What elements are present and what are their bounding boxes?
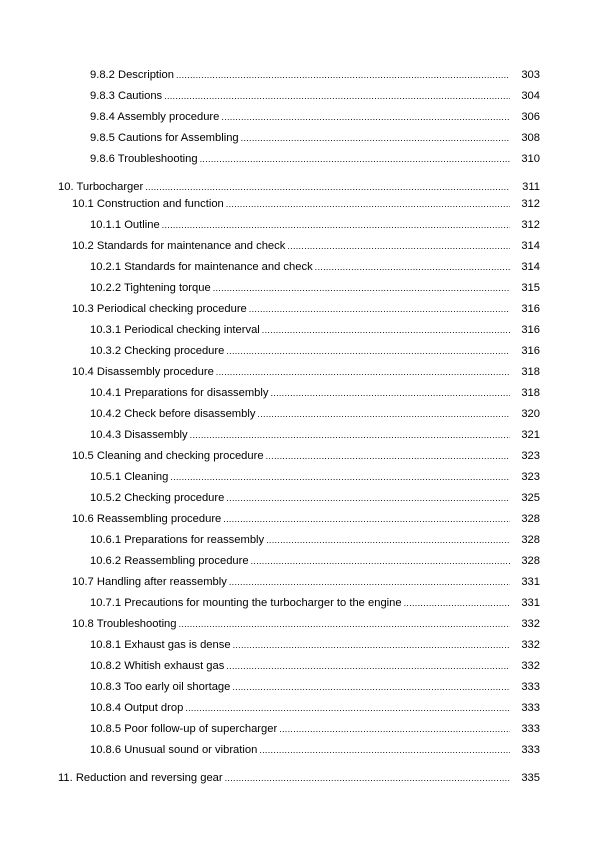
toc-entry-number: 10.5 [72, 450, 94, 462]
toc-page-number: 325 [521, 492, 540, 504]
toc-page-number: 304 [521, 90, 540, 102]
toc-entry[interactable] [90, 470, 540, 484]
toc-entry[interactable] [90, 260, 540, 274]
toc-entry[interactable] [90, 110, 540, 124]
toc-entry-label [90, 386, 268, 400]
toc-entry-label [90, 554, 249, 568]
toc-entry[interactable] [90, 323, 540, 337]
toc-entry-title: Unusual sound or vibration [124, 744, 258, 756]
toc-entry[interactable] [90, 554, 540, 568]
toc-entry-number: 10.8.4 [90, 702, 122, 714]
toc-entry-number: 9.8.2 [90, 69, 115, 81]
toc-entry-number: 10.1.1 [90, 219, 122, 231]
toc-page-number: 328 [521, 555, 540, 567]
toc-entry-title: Checking procedure [124, 492, 225, 504]
toc-page-number: 332 [521, 618, 540, 630]
toc-page-number: 318 [521, 366, 540, 378]
toc-entry-number: 10.8.2 [90, 660, 122, 672]
toc-leader-dots [249, 302, 510, 316]
toc-entry-label [90, 218, 160, 232]
toc-leader-dots [226, 197, 510, 211]
toc-leader-dots [404, 596, 510, 610]
toc-entry-label [90, 323, 260, 337]
toc-leader-dots [279, 722, 510, 736]
toc-entry-label [90, 428, 188, 442]
toc-entry-title: Checking procedure [124, 345, 225, 357]
toc-entry-title: Troubleshooting [117, 153, 198, 165]
toc-entry-number: 10.3.2 [90, 345, 122, 357]
toc-leader-dots [259, 743, 510, 757]
toc-entry-label [90, 659, 224, 673]
toc-page-number: 328 [521, 534, 540, 546]
toc-entry-title: Reduction and reversing gear [75, 772, 223, 784]
toc-entry-title: Cautions for Assembling [118, 132, 239, 144]
toc-entry-title: Outline [124, 219, 160, 231]
toc-entry-number: 9.8.4 [90, 111, 115, 123]
toc-page-number: 328 [521, 513, 540, 525]
toc-entry-title: Too early oil shortage [124, 681, 231, 693]
toc-page-number: 311 [522, 181, 540, 193]
toc-leader-dots [226, 659, 510, 673]
toc-entry-label [72, 512, 221, 526]
toc-leader-dots [266, 533, 510, 547]
toc-entry-number: 9.8.5 [90, 132, 115, 144]
toc-entry-title: Standards for maintenance and check [124, 261, 313, 273]
toc-entry-title: Periodical checking procedure [96, 303, 247, 315]
toc-entry-number: 10.5.2 [90, 492, 122, 504]
toc-entry-number: 10.4 [72, 366, 94, 378]
toc-entry-title: Turbocharger [76, 181, 144, 193]
toc-leader-dots [226, 344, 510, 358]
toc-page-number: 315 [521, 282, 540, 294]
toc-entry-number: 10.2.2 [90, 282, 122, 294]
toc-entry-title: Disassembly [124, 429, 188, 441]
toc-entry[interactable] [72, 197, 540, 211]
toc-entry-title: Disassembly procedure [96, 366, 214, 378]
toc-page-number: 333 [521, 723, 540, 735]
toc-entry[interactable] [90, 68, 540, 82]
toc-entry-label [72, 239, 285, 253]
toc-page-number: 306 [521, 111, 540, 123]
toc-entry-number: 10.4.3 [90, 429, 122, 441]
toc-leader-dots [221, 110, 510, 124]
toc-entry-label [72, 365, 214, 379]
toc-entry[interactable] [72, 512, 540, 526]
toc-entry-label [58, 180, 143, 194]
toc-entry-number: 10.3 [72, 303, 94, 315]
toc-entry-title: Construction and function [96, 198, 224, 210]
toc-leader-dots [225, 771, 510, 785]
toc-entry-title: Poor follow-up of supercharger [124, 723, 278, 735]
toc-leader-dots [315, 260, 510, 274]
toc-entry-label [90, 152, 198, 166]
toc-page-number: 333 [521, 681, 540, 693]
toc-entry-number: 10.3.1 [90, 324, 122, 336]
toc-entry-number: 9.8.6 [90, 153, 115, 165]
toc-entry-label [90, 491, 224, 505]
toc-entry[interactable] [90, 743, 540, 757]
toc-entry[interactable] [90, 533, 540, 547]
toc-entry-label [58, 771, 223, 785]
toc-entry-title: Troubleshooting [96, 618, 177, 630]
toc-leader-dots [170, 470, 510, 484]
toc-leader-dots [232, 680, 510, 694]
toc-entry-number: 11. [58, 772, 73, 784]
toc-entry[interactable] [90, 428, 540, 442]
toc-page-number: 310 [521, 153, 540, 165]
toc-entry[interactable] [72, 302, 540, 316]
toc-entry[interactable] [90, 701, 540, 715]
toc-leader-dots [190, 428, 510, 442]
toc-leader-dots [287, 239, 510, 253]
toc-entry-label [90, 701, 183, 715]
toc-leader-dots [266, 449, 510, 463]
toc-entry-label [72, 197, 224, 211]
toc-leader-dots [241, 131, 510, 145]
toc-entry[interactable] [90, 89, 540, 103]
toc-entry-label [90, 68, 174, 82]
toc-entry-number: 10.6.1 [90, 534, 122, 546]
toc-page-number: 316 [521, 324, 540, 336]
toc-entry-number: 10.8 [72, 618, 94, 630]
toc-entry-title: Check before disassembly [124, 408, 256, 420]
toc-entry-number: 9.8.3 [90, 90, 115, 102]
toc-entry[interactable] [72, 617, 540, 631]
toc-entry-title: Reassembling procedure [124, 555, 249, 567]
toc-leader-dots [164, 89, 510, 103]
toc-entry[interactable] [90, 638, 540, 652]
toc-entry-number: 10.6 [72, 513, 94, 525]
toc-entry-label [90, 281, 211, 295]
toc-entry[interactable] [90, 152, 540, 166]
toc-page-number: 323 [521, 471, 540, 483]
toc-entry-number: 10.2 [72, 240, 94, 252]
toc-entry[interactable] [72, 365, 540, 379]
toc-leader-dots [176, 68, 510, 82]
toc-leader-dots [200, 152, 510, 166]
toc-leader-dots [213, 281, 510, 295]
toc-entry-title: Cautions [118, 90, 163, 102]
toc-page-number: 308 [521, 132, 540, 144]
toc-entry-number: 10.8.6 [90, 744, 122, 756]
toc-entry-title: Periodical checking interval [124, 324, 260, 336]
toc-entry-label [90, 407, 255, 421]
toc-entry[interactable] [90, 722, 540, 736]
toc-entry[interactable] [72, 575, 540, 589]
toc-entry-label [72, 617, 177, 631]
toc-entry-label [90, 638, 231, 652]
toc-entry-label [90, 344, 224, 358]
toc-entry-number: 10.5.1 [90, 471, 122, 483]
toc-entry-title: Cleaning and checking procedure [96, 450, 264, 462]
toc-entry-number: 10.7 [72, 576, 94, 588]
toc-leader-dots [226, 491, 510, 505]
toc-page-number: 314 [521, 240, 540, 252]
toc-entry-number: 10.8.1 [90, 639, 122, 651]
toc-page-number: 312 [521, 219, 540, 231]
toc-entry-label [90, 89, 162, 103]
toc-entry-label [72, 449, 264, 463]
toc-entry-number: 10.4.1 [90, 387, 122, 399]
toc-entry-title: Preparations for disassembly [124, 387, 269, 399]
toc-entry-number: 10.2.1 [90, 261, 122, 273]
toc-entry-number: 10.8.3 [90, 681, 122, 693]
toc-page-number: 331 [521, 576, 540, 588]
toc-page-number: 331 [521, 597, 540, 609]
toc-entry-label [90, 533, 264, 547]
toc-entry[interactable] [72, 449, 540, 463]
toc-leader-dots [162, 218, 510, 232]
toc-entry-number: 10. [58, 181, 74, 193]
toc-entry-title: Precautions for mounting the turbocharger to the engine [124, 597, 402, 609]
toc-entry-title: Output drop [124, 702, 184, 714]
toc-entry[interactable] [90, 281, 540, 295]
toc-entry-number: 10.8.5 [90, 723, 122, 735]
toc-entry-title: Handling after reassembly [96, 576, 227, 588]
toc-leader-dots [270, 386, 510, 400]
toc-entry[interactable] [58, 180, 540, 194]
toc-entry[interactable] [90, 491, 540, 505]
toc-entry-title: Exhaust gas is dense [124, 639, 231, 651]
toc-page-number: 318 [521, 387, 540, 399]
toc-entry[interactable] [90, 131, 540, 145]
toc-leader-dots [233, 638, 510, 652]
toc-page-number: 333 [521, 702, 540, 714]
toc-leader-dots [216, 365, 510, 379]
toc-entry-title: Cleaning [124, 471, 169, 483]
toc-entry-title: Preparations for reassembly [124, 534, 265, 546]
toc-page-number: 321 [521, 429, 540, 441]
toc-entry-label [90, 680, 230, 694]
toc-entry[interactable] [90, 680, 540, 694]
toc-entry[interactable] [90, 659, 540, 673]
toc-entry-label [90, 743, 257, 757]
toc-entry-title: Standards for maintenance and check [96, 240, 286, 252]
toc-page-number: 323 [521, 450, 540, 462]
toc-entry-title: Reassembling procedure [96, 513, 222, 525]
toc-entry-title: Assembly procedure [117, 111, 220, 123]
toc-entry-label [72, 302, 247, 316]
toc-page-number: 335 [521, 772, 540, 784]
toc-leader-dots [145, 180, 510, 194]
toc-entry[interactable] [72, 239, 540, 253]
toc-entry[interactable] [90, 596, 540, 610]
toc-entry-label [90, 131, 239, 145]
toc-entry[interactable] [90, 218, 540, 232]
toc-entry-title: Description [118, 69, 174, 81]
toc-leader-dots [257, 407, 510, 421]
toc-entry-number: 10.6.2 [90, 555, 122, 567]
toc-leader-dots [179, 617, 510, 631]
toc-page-number: 332 [521, 639, 540, 651]
toc-entry[interactable] [90, 344, 540, 358]
toc-entry-number: 10.7.1 [90, 597, 122, 609]
toc-entry-title: Whitish exhaust gas [124, 660, 225, 672]
toc-page-number: 312 [521, 198, 540, 210]
toc-leader-dots [223, 512, 510, 526]
toc-entry[interactable] [90, 407, 540, 421]
toc-entry[interactable] [58, 771, 540, 785]
toc-entry-title: Tightening torque [124, 282, 211, 294]
toc-entry-label [90, 722, 277, 736]
toc-page-number: 333 [521, 744, 540, 756]
toc-page-number: 303 [521, 69, 540, 81]
toc-entry-label [90, 260, 313, 274]
toc-entry-label [90, 470, 168, 484]
toc-entry[interactable] [90, 386, 540, 400]
toc-entry-number: 10.4.2 [90, 408, 122, 420]
toc-leader-dots [262, 323, 510, 337]
toc-leader-dots [251, 554, 510, 568]
toc-page-number: 320 [521, 408, 540, 420]
toc-entry-label [90, 110, 219, 124]
toc-entry-label [90, 596, 402, 610]
toc-entry-number: 10.1 [72, 198, 94, 210]
toc-page-number: 314 [521, 261, 540, 273]
toc-page-number: 316 [521, 345, 540, 357]
toc-page-number: 316 [521, 303, 540, 315]
toc-entry-label [72, 575, 227, 589]
toc-leader-dots [229, 575, 510, 589]
toc-leader-dots [185, 701, 510, 715]
toc-page-number: 332 [521, 660, 540, 672]
